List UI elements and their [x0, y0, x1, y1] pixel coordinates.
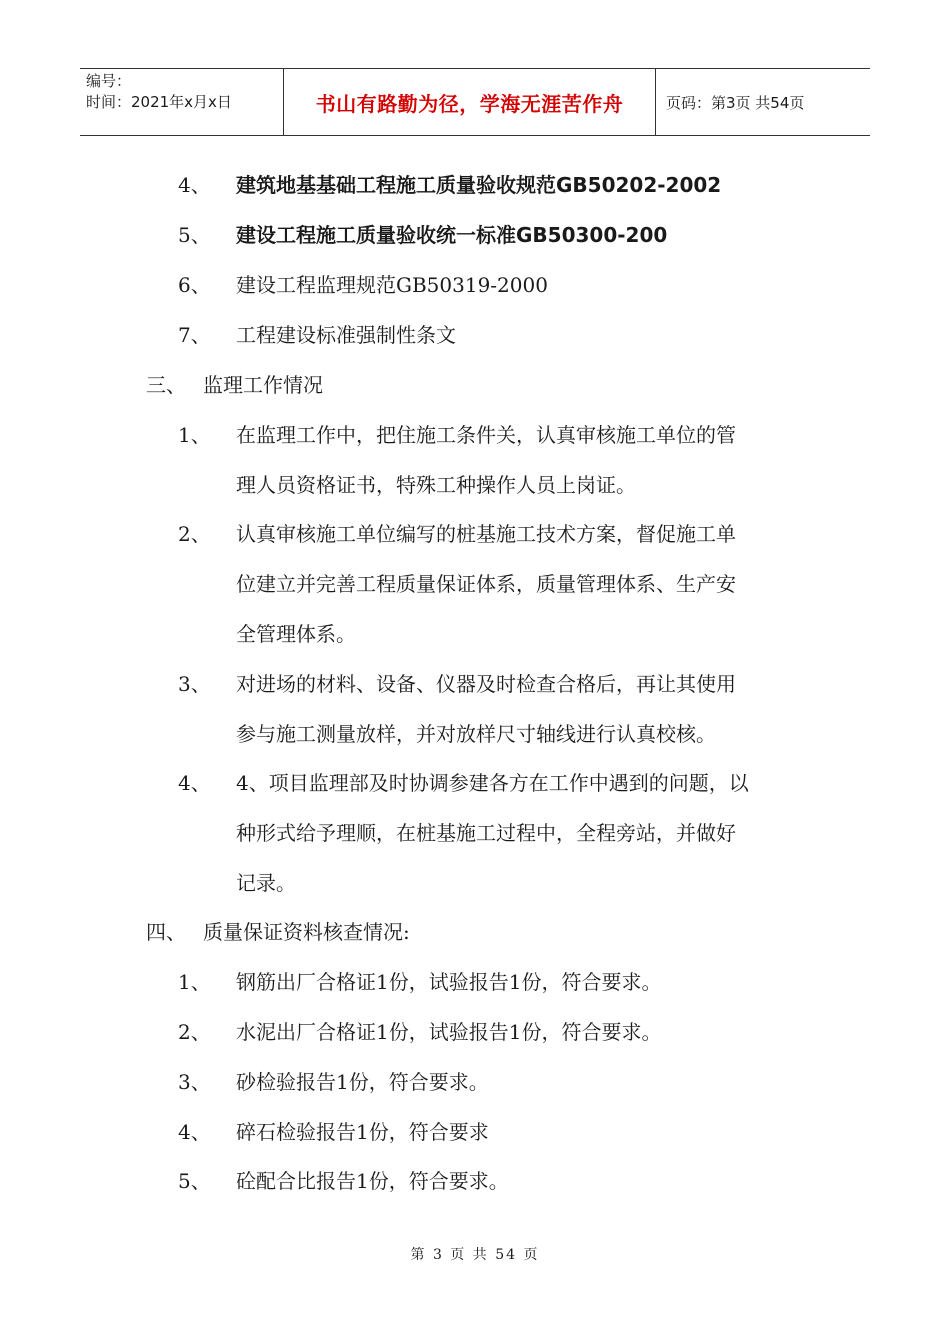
header-motto-cell [283, 69, 656, 135]
list-item-line: 记录。 [236, 871, 296, 895]
header-page-info: 页码：第3页 共54页 [666, 93, 805, 112]
standard-text: 建设工程监理规范GB50319-2000 [236, 273, 548, 297]
list-item-line: 水泥出厂合格证1份，试验报告1份，符合要求。 [236, 1020, 662, 1044]
list-item-number: 2、 [178, 1020, 211, 1044]
page-header [80, 68, 870, 136]
standard-text: 建设工程施工质量验收统一标准GB50300-200 [236, 223, 668, 247]
document-time: 时间：2021年x月x日 [86, 93, 232, 111]
list-item-line: 全管理体系。 [236, 622, 356, 646]
list-item-line: 在监理工作中，把住施工条件关，认真审核施工单位的管 [236, 423, 736, 447]
standard-number: 7、 [178, 323, 211, 347]
list-item-number: 2、 [178, 522, 211, 546]
standard-number: 4、 [178, 173, 211, 197]
page-footer: 第 3 页 共 54 页 [410, 1247, 540, 1263]
list-item-number: 3、 [178, 1070, 211, 1094]
header-motto: 书山有路勤为径，学海无涯苦作舟 [315, 91, 624, 116]
standard-number: 6、 [178, 273, 211, 297]
list-item-number: 1、 [178, 970, 211, 994]
list-item-line: 理人员资格证书，特殊工种操作人员上岗证。 [236, 473, 636, 497]
list-item-line: 种形式给予理顺，在桩基施工过程中，全程旁站，并做好 [236, 821, 736, 845]
list-item-line: 钢筋出厂合格证1份，试验报告1份，符合要求。 [236, 970, 662, 994]
section-number: 四、 [146, 920, 186, 944]
list-item-number: 4、 [178, 771, 211, 795]
list-item-number: 5、 [178, 1169, 211, 1193]
list-item-number: 4、 [178, 1120, 211, 1144]
standard-text: 工程建设标准强制性条文 [236, 323, 456, 347]
list-item-line: 对进场的材料、设备、仪器及时检查合格后，再让其使用 [236, 672, 736, 696]
list-item-number: 1、 [178, 423, 211, 447]
list-item-line: 4、项目监理部及时协调参建各方在工作中遇到的问题，以 [236, 771, 749, 795]
section-number: 三、 [146, 373, 186, 397]
header-meta [80, 69, 283, 135]
list-item-line: 位建立并完善工程质量保证体系，质量管理体系、生产安 [236, 572, 736, 596]
list-item-line: 参与施工测量放样，并对放样尺寸轴线进行认真校核。 [236, 722, 716, 746]
standard-text: 建筑地基基础工程施工质量验收规范GB50202-2002 [236, 173, 722, 197]
list-item-number: 3、 [178, 672, 211, 696]
list-item-line: 认真审核施工单位编写的桩基施工技术方案，督促施工单 [236, 522, 736, 546]
section-title: 质量保证资料核查情况: [203, 920, 410, 944]
list-item-line: 碎石检验报告1份，符合要求 [236, 1120, 489, 1144]
section-title: 监理工作情况 [203, 373, 323, 397]
document-number-label: 编号： [86, 72, 132, 90]
standard-number: 5、 [178, 223, 211, 247]
list-item-line: 砼配合比报告1份，符合要求。 [236, 1169, 509, 1193]
list-item-line: 砂检验报告1份，符合要求。 [236, 1070, 489, 1094]
